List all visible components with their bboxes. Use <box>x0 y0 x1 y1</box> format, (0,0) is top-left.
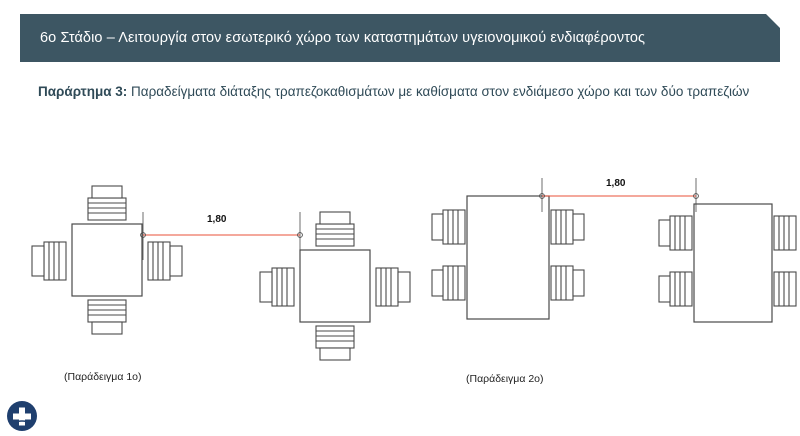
chair-1a-right <box>148 242 182 280</box>
chair-1b-top <box>316 212 354 246</box>
chair-2a-left-upper <box>432 210 465 244</box>
chair-2a-left-lower <box>432 266 465 300</box>
chair-2b-left-lower <box>659 272 692 306</box>
chair-2a-right-lower <box>551 266 584 300</box>
chair-1a-bottom <box>88 300 126 334</box>
cross-emblem-logo-icon <box>6 400 38 432</box>
annex-label: Παράρτημα 3: <box>38 84 128 99</box>
chair-1b-right <box>376 268 410 306</box>
diagram-area <box>0 150 800 400</box>
chair-1a-left <box>32 242 66 280</box>
page-title: 6ο Στάδιο – Λειτουργία στον εσωτερικό χώρο των καταστημάτων υγειονομικού ενδιαφέροντος <box>40 30 646 46</box>
banner-corner-cut <box>766 14 780 28</box>
header-banner <box>20 14 780 62</box>
table-2b <box>694 204 772 322</box>
chair-2a-right-upper <box>551 210 584 244</box>
chair-2b-right-lower <box>774 272 796 306</box>
table-2a <box>467 196 549 319</box>
dimension-label-2: 1,80 <box>606 178 626 189</box>
table-layout-diagram <box>0 150 800 400</box>
chair-1a-top <box>88 186 126 220</box>
chair-2b-left-upper <box>659 216 692 250</box>
caption-example-2: (Παράδειγμα 2ο) <box>466 373 544 385</box>
chair-2b-right-upper <box>774 216 796 250</box>
dimension-label-1: 1,80 <box>207 214 227 225</box>
subtitle-block <box>38 82 768 102</box>
table-1a <box>72 224 142 296</box>
footer-bar <box>0 400 800 436</box>
annex-description: Παραδείγματα διάταξης τραπεζοκαθισμάτων με καθίσματα στον ενδιάμεσο χώρο και των δύο τραπεζιών <box>127 84 750 99</box>
table-1b <box>300 250 370 322</box>
chair-1b-left <box>260 268 294 306</box>
caption-example-1: (Παράδειγμα 1ο) <box>64 371 142 383</box>
chair-1b-bottom <box>316 326 354 360</box>
